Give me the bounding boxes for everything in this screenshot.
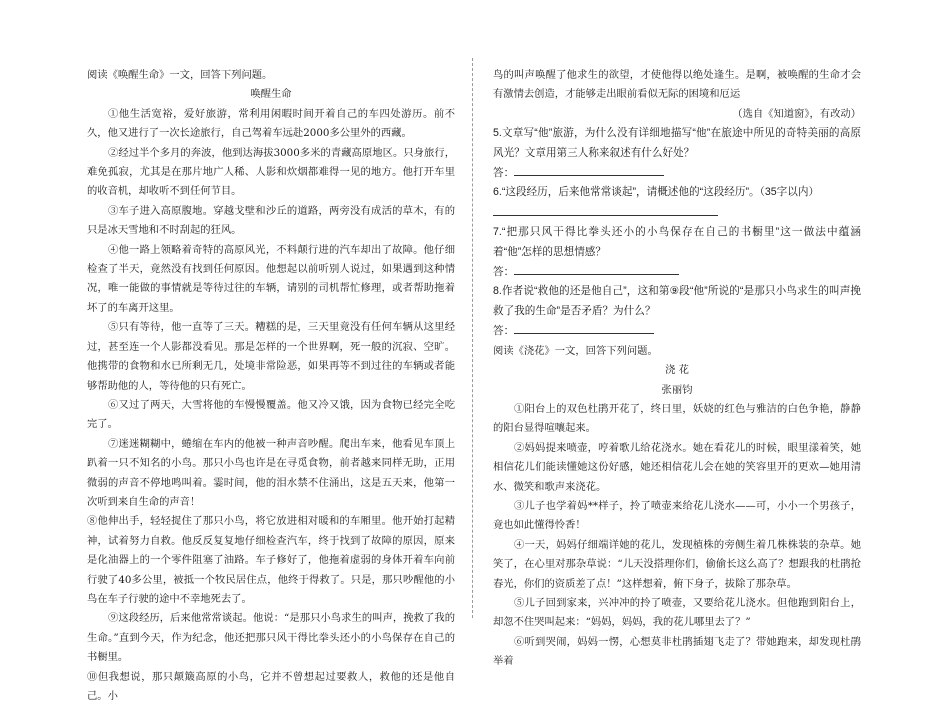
answer-label: 答： [493, 325, 515, 338]
article-title-2: 浇 花 [665, 364, 689, 377]
answer-blank-6[interactable] [493, 203, 718, 216]
answer-line-8 [493, 321, 861, 341]
paragraph-5: ⑤只有等待，他一直等了三天。糟糕的是，三天里竟没有任何车辆从这里经过，甚至连一个人影都没看见。那是怎样的一个世界啊，死一般的沉寂、空旷。他携带的食物和水已所剩无几，处境非常险恶，如果再等不到过往的车辆或者能够帮助他的人，等待他的只有死亡。 [87, 321, 455, 392]
answer-line-5 [493, 163, 861, 183]
answer-line-7 [493, 262, 861, 282]
paragraph-8: ⑧他伸出手，轻轻捉住了那只小鸟，将它放进相对暖和的车厢里。他开始打起精神，试着努力自救。他反反复复地仔细检查汽车，终于找到了故障的原因，原来是化油器上的一个零件阻塞了油路。车子修好了，他拖着虚弱的身体开着车向前行驶了40多公里，被抵一个牧民居住点，他终于得救了。只是，那只吵醒他的小鸟在车子行驶的途中不幸地死去了。 [87, 515, 455, 605]
question-5: 5.文章写“他”旅游，为什么没有详细地描写“他”在旅途中所见的奇特美丽的高原风光？文章用第三人称来叙述有什么好处？ [493, 127, 861, 159]
left-column [87, 66, 455, 706]
paragraph-1: ①他生活宽裕，爱好旅游，常利用闲暇时间开着自己的车四处游历。前不久，他又进行了一次长途旅行，自己驾着车远赴2000多公里外的西藏。 [87, 107, 455, 140]
article-author-2: 张丽钧 [661, 383, 693, 396]
column-divider [472, 58, 473, 618]
paragraph2-6: ⑥听到哭闹，妈妈一愣，心想莫非杜鹃插翅飞走了？带她跑来，却发现杜鹃举着 [493, 635, 861, 668]
question-7: 7.“把那只风干得比拳头还小的小鸟保存在自己的书橱里”这一做法中蕴涵着“他”怎样的思想情感？ [493, 226, 861, 258]
answer-blank-8[interactable] [514, 321, 654, 334]
paragraph-7: ⑦迷迷糊糊中，蜷缩在车内的他被一种声音吵醒。爬出车来，他看见车顶上趴着一只不知名的小鸟。那只小鸟也许是在寻觅食物，前者越来同样无助，正用微弱的声音不停地鸣叫着。霎时间，他的泪水禁不住涌出，这是五天来，他第一次听到来自生命的声音！ [87, 437, 455, 508]
right-column [493, 66, 861, 672]
paragraph2-4: ④一天，妈妈仔细端详她的花儿，发现植株的旁侧生着几株株装的杂草。她笑了，在心里对那杂草说：“儿天没搭理你们，偷偷长这么高了？想跟我的杜鹃抢春光，你们的资质差了点！”这样想着，俯下身子，拔除了那杂草。 [493, 538, 861, 590]
paragraph-3: ③车子进入高原腹地。穿越戈壁和沙丘的道路，两旁没有成活的草木，有的只是冰天雪地和不时刮起的狂风。 [87, 204, 455, 237]
paragraph-6: ⑥又过了两天，大雪将他的车慢慢覆盖。他又冷又饿，因为食物已经完全吃完了。 [87, 398, 455, 431]
question-8: 8.作者说“救他的还是他自己”，这和第⑨段“他”所说的“是那只小鸟求生的叫声挽救了我的生命”是否矛盾？为什么？ [493, 285, 861, 317]
paragraph-4: ④他一路上领略着奇特的高原风光，不料颠行进的汽车却出了故障。他仔细检查了半天，竟然没有找到任何原因。他想起以前听别人说过，如果遇到这种情况，唯一能做的事情就是等待过往的车辆，请别的司机帮忙修理，或者帮助拖着坏了的车离开这里。 [87, 243, 455, 314]
paragraph2-2: ②妈妈提来喷壶，哼着歌儿给花浇水。她在看花儿的时候，眼里漾着笑，她相信花儿们能读懂她这份好感，她还相信花儿会在她的笑容里开的更欢—她用清水、微笑和歌声来浇花。 [493, 441, 861, 493]
article-source: （选自《知道窗》，有改动） [732, 107, 861, 120]
reading-instruction-2: 阅读《浇花》一文，回答下列问题。 [493, 344, 658, 357]
paragraph-10-continued: 鸟的叫声唤醒了他求生的欲望，才使他得以绝处逢生。是啊，被唤醒的生命才会有激情去创造，才能够走出眼前看似无际的困境和厄运 [493, 69, 861, 101]
paragraph-9: ⑨这段经历，后来他常常谈起。他说：“是那只小鸟求生的叫声，挽救了我的生命。”直到今天，作为纪念，他还把那只风干得比拳头还小的小鸟保存在自己的书橱里。 [87, 612, 455, 664]
answer-label: 答： [493, 167, 515, 180]
answer-line-6 [493, 203, 861, 223]
paragraph-10: ⑩但我想说，那只颠簸高原的小鸟，它并不曾想起过要救人，救他的还是他自己。小 [87, 670, 455, 702]
question-6: 6.“这段经历，后来他常常谈起”，请概述他的“这段经历”。（35字以内） [493, 186, 820, 199]
paragraph2-5: ⑤儿子回到家来，兴冲冲的拎了喷壶，又要给花儿浇水。但他跑到阳台上，却忽不住哭叫起来：“妈妈，妈妈，我的花儿哪里去了？” [493, 596, 861, 629]
article-title-1: 唤醒生命 [250, 88, 292, 101]
reading-instruction-1: 阅读《唤醒生命》一文，回答下列问题。 [87, 69, 273, 81]
paragraph2-1: ①阳台上的双色杜鹃开花了，终日里，妖娆的红色与雅洁的白色争艳，静静的阳台显得喧嚷起来。 [493, 402, 861, 435]
paragraph2-3: ③儿子也学着妈**样子，拎了喷壶来给花儿浇水——可，小小一个男孩子，竟也如此懂得怜香！ [493, 499, 861, 532]
answer-label: 答： [493, 266, 515, 279]
answer-blank-7[interactable] [514, 262, 679, 275]
paragraph-2: ②经过半个多月的奔波，他到达海拔3000多米的青藏高原地区。只身旅行，难免孤寂，尤其是在那片地广人稀、人影和炊烟都难得一见的地方。他打开车里的收音机，却收听不到任何节目。 [87, 146, 455, 198]
answer-blank-5[interactable] [514, 163, 664, 176]
